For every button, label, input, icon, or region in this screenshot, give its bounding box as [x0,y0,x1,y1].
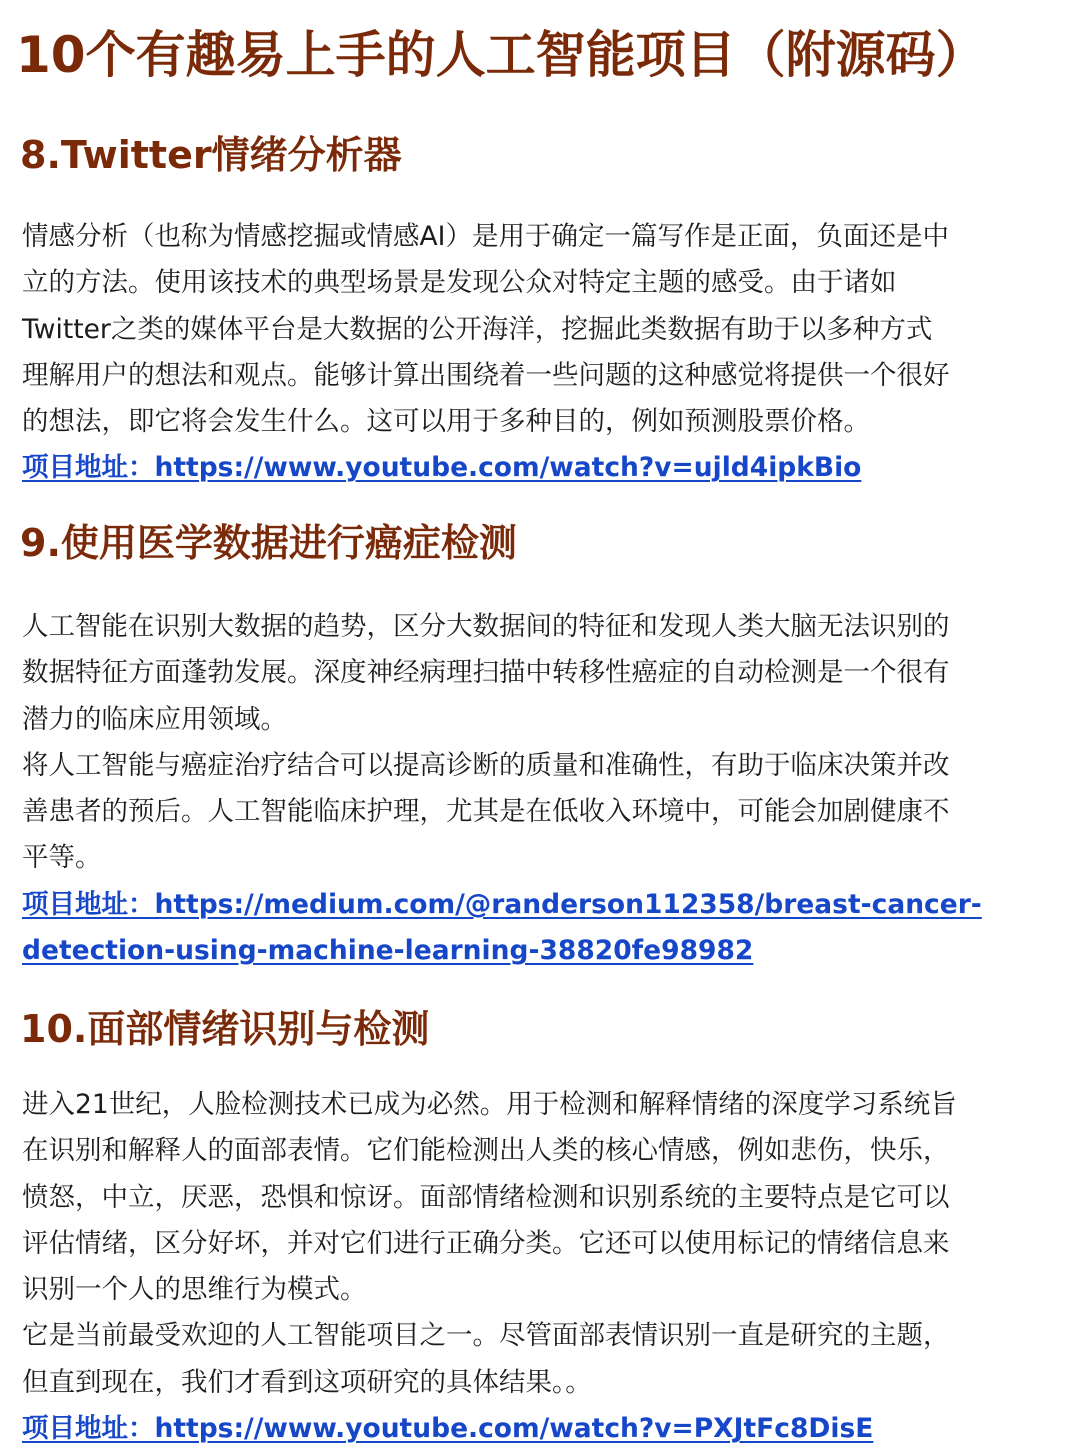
paragraph [22,1082,1067,1313]
link-url: https://www.youtube.com/watch?v=ujld4ipkBio [154,452,862,484]
project-link-facial-emotion[interactable] [22,1406,1067,1443]
paragraph [22,743,1067,882]
text-line: 在识别和解释人的面部表情。它们能检测出人类的核心情感，例如悲伤，快乐， [22,1135,950,1167]
text-line: 潜力的临床应用领域。 [22,703,287,735]
text-line: 理解用户的想法和观点。能够计算出围绕着一些问题的这种感觉将提供一个很好 [22,359,950,391]
section-body-twitter-sentiment [22,214,1067,492]
text-line: 但直到现在，我们才看到这项研究的具体结果。。 [22,1366,592,1398]
section-heading-facial-emotion: 10.面部情绪识别与检测 [20,1007,430,1051]
text-line: 将人工智能与癌症治疗结合可以提高诊断的质量和准确性，有助于临床决策并改 [22,749,950,781]
link-label: 项目地址： [22,1413,155,1443]
text-line: 情感分析（也称为情感挖掘或情感AI）是用于确定一篇写作是正面，负面还是中 [22,221,949,252]
text-line: 识别一个人的思维行为模式。 [22,1274,367,1306]
link-url: detection-using-machine-learning-38820fe98982 [22,935,754,967]
project-link-twitter-sentiment[interactable] [22,445,1067,491]
section-body-facial-emotion [22,1082,1067,1443]
link-label: 项目地址： [22,888,155,920]
section-heading-cancer-detection: 9.使用医学数据进行癌症检测 [20,521,517,565]
text-line: 立的方法。使用该技术的典型场景是发现公众对特定主题的感受。由于诸如 [22,267,897,299]
text-line: 平等。 [22,842,102,874]
text-line: 善患者的预后。人工智能临床护理，尤其是在低收入环境中，可能会加剧健康不 [22,796,950,828]
project-link-cancer-detection[interactable] [22,882,1067,928]
paragraph [22,214,1067,445]
text-line: Twitter之类的媒体平台是大数据的公开海洋，挖掘此类数据有助于以多种方式 [22,313,933,345]
text-line: 的想法，即它将会发生什么。这可以用于多种目的，例如预测股票价格。 [22,406,870,438]
link-url: https://www.youtube.com/watch?v=PXJtFc8DisE [154,1413,874,1443]
text-line: 数据特征方面蓬勃发展。深度神经病理扫描中转移性癌症的自动检测是一个很有 [22,657,950,689]
text-line: 愤怒，中立，厌恶，恐惧和惊讶。面部情绪检测和识别系统的主要特点是它可以 [22,1181,950,1213]
paragraph [22,1313,1067,1406]
text-line: 评估情绪，区分好坏，并对它们进行正确分类。它还可以使用标记的情绪信息来 [22,1227,950,1259]
section-heading-twitter-sentiment: 8.Twitter情绪分析器 [20,133,402,177]
section-body-cancer-detection [22,604,1067,974]
text-line: 它是当前最受欢迎的人工智能项目之一。尽管面部表情识别一直是研究的主题， [22,1320,950,1352]
paragraph [22,604,1067,743]
project-link-cancer-detection-cont[interactable] [22,928,1067,974]
text-line: 进入21世纪，人脸检测技术已成为必然。用于检测和解释情绪的深度学习系统旨 [22,1089,957,1120]
link-url: https://medium.com/@randerson112358/breast-cancer- [154,888,982,920]
page-title: 10个有趣易上手的人工智能项目（附源码） [16,26,986,84]
text-line: 人工智能在识别大数据的趋势，区分大数据间的特征和发现人类大脑无法识别的 [22,611,950,642]
link-label: 项目地址： [22,452,155,484]
